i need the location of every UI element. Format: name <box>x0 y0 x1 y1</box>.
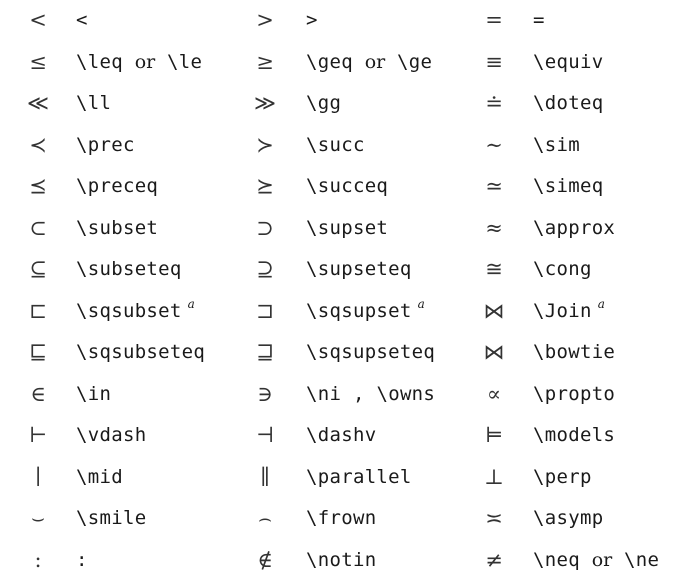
latex-command <box>76 0 88 41</box>
rendered-symbol: ⌣ <box>31 506 45 530</box>
latex-command <box>533 83 603 124</box>
rendered-symbol: ⊐ <box>256 298 274 323</box>
latex-command <box>533 457 592 498</box>
latex-command <box>306 42 432 83</box>
command-name: \sqsubseteq <box>76 341 206 363</box>
command-name: \gg <box>306 92 342 114</box>
command-alias: \owns <box>376 382 436 405</box>
command-name: \sqsupseteq <box>306 341 436 363</box>
command-name: \perp <box>533 465 592 488</box>
table-row <box>0 457 697 498</box>
latex-command <box>306 498 376 539</box>
command-name: \geq <box>306 50 353 73</box>
table-row <box>0 498 697 539</box>
latex-command <box>76 332 205 373</box>
command-name: \supset <box>306 216 389 239</box>
command-name: \sim <box>533 133 580 156</box>
command-name: \leq <box>76 50 123 73</box>
rendered-symbol: ⊇ <box>256 257 274 281</box>
latex-command <box>76 457 123 498</box>
latex-command <box>306 249 412 290</box>
command-name: \prec <box>76 133 135 156</box>
latex-command <box>306 332 435 373</box>
command-name: \smile <box>76 507 147 529</box>
table-row <box>0 249 697 290</box>
latex-command <box>76 125 135 166</box>
command-conjunction: or <box>591 548 613 571</box>
command-name: \subseteq <box>76 258 182 280</box>
command-name: \frown <box>306 507 377 529</box>
command-name: \doteq <box>533 92 604 114</box>
command-alias: \ge <box>397 50 433 73</box>
rendered-symbol: ⊥ <box>484 464 504 489</box>
rendered-symbol: ≫ <box>254 91 276 115</box>
rendered-symbol: ⊃ <box>256 215 274 240</box>
latex-command <box>306 208 388 249</box>
latex-command <box>533 0 545 41</box>
command-name: \parallel <box>306 465 412 488</box>
latex-command <box>533 332 615 373</box>
command-name: \mid <box>76 465 123 488</box>
rendered-symbol: = <box>485 8 503 32</box>
command-name: \asymp <box>533 507 604 529</box>
rendered-symbol: ⊂ <box>29 215 47 240</box>
command-conjunction: , <box>352 382 365 405</box>
rendered-symbol: : <box>34 547 42 572</box>
table-row <box>0 0 697 41</box>
rendered-symbol: ⊣ <box>255 423 275 447</box>
latex-command <box>533 125 580 166</box>
rendered-symbol: ≻ <box>256 132 274 157</box>
command-name: \cong <box>533 258 592 280</box>
rendered-symbol: ⋈ <box>483 340 505 364</box>
table-row <box>0 415 697 456</box>
latex-command <box>306 540 376 581</box>
rendered-symbol: ⊏ <box>29 298 47 323</box>
rendered-symbol: ⋈ <box>483 298 505 323</box>
table-row <box>0 374 697 415</box>
rendered-symbol: > <box>256 8 274 32</box>
rendered-symbol: ≃ <box>485 174 503 198</box>
table-row <box>0 83 697 124</box>
latex-command <box>306 457 412 498</box>
table-row <box>0 42 697 83</box>
command-name: \bowtie <box>533 341 616 363</box>
rendered-symbol: ≪ <box>27 91 49 115</box>
rendered-symbol: ∥ <box>260 464 270 489</box>
latex-command <box>76 498 146 539</box>
latex-command <box>306 291 425 332</box>
table-row <box>0 166 697 207</box>
latex-command <box>76 374 111 415</box>
command-name: \equiv <box>533 50 604 73</box>
latex-command <box>306 0 318 41</box>
command-name: : <box>76 548 88 571</box>
command-name: \ll <box>76 92 112 114</box>
rendered-symbol: ⊢ <box>28 423 48 447</box>
rendered-symbol: ≺ <box>29 132 47 157</box>
rendered-symbol: < <box>29 8 47 32</box>
command-name: \sqsupset <box>306 299 412 322</box>
rendered-symbol: ⌢ <box>258 506 272 530</box>
latex-command <box>533 498 603 539</box>
latex-command <box>533 42 603 83</box>
footnote-marker: a <box>187 296 196 311</box>
command-name: \notin <box>306 548 377 571</box>
latex-command <box>533 374 615 415</box>
latex-command <box>533 249 592 290</box>
rendered-symbol: ∉ <box>257 547 273 572</box>
latex-command <box>76 166 158 207</box>
latex-command <box>76 42 202 83</box>
rendered-symbol: ⪰ <box>256 174 274 198</box>
latex-command <box>306 374 435 415</box>
rendered-symbol: ⊨ <box>484 423 504 447</box>
command-name: \Join <box>533 299 592 322</box>
latex-command <box>533 540 659 581</box>
command-name: \supseteq <box>306 258 412 280</box>
footnote-marker: a <box>597 296 606 311</box>
command-name: \simeq <box>533 175 604 197</box>
latex-command <box>533 208 615 249</box>
rendered-symbol: ∝ <box>486 381 502 406</box>
command-conjunction: or <box>364 50 386 73</box>
latex-command <box>533 166 603 207</box>
command-name: = <box>533 9 545 31</box>
command-name: \models <box>533 424 616 446</box>
table-row <box>0 540 697 581</box>
command-alias: \le <box>167 50 203 73</box>
rendered-symbol: ≥ <box>256 49 274 74</box>
latex-command <box>306 125 365 166</box>
rendered-symbol: ⊆ <box>29 257 47 281</box>
command-name: > <box>306 9 318 31</box>
table-row <box>0 291 697 332</box>
command-name: \succ <box>306 133 365 156</box>
command-name: \sqsubset <box>76 299 182 322</box>
command-name: \succeq <box>306 175 389 197</box>
command-name: \ni <box>306 382 342 405</box>
latex-command <box>76 415 146 456</box>
command-name: \vdash <box>76 424 147 446</box>
latex-command <box>306 166 388 207</box>
rendered-symbol: ⊑ <box>29 340 47 364</box>
latex-command <box>306 415 376 456</box>
rendered-symbol: ∈ <box>30 381 46 406</box>
command-name: \neq <box>533 548 580 571</box>
command-name: \in <box>76 382 112 405</box>
latex-command <box>76 208 158 249</box>
command-name: \subset <box>76 216 159 239</box>
rendered-symbol: ≅ <box>485 257 503 281</box>
footnote-marker: a <box>417 296 426 311</box>
latex-command <box>76 83 111 124</box>
latex-command <box>533 415 615 456</box>
command-name: < <box>76 9 88 31</box>
rendered-symbol: ∋ <box>257 381 273 406</box>
latex-command <box>76 540 88 581</box>
command-name: \preceq <box>76 175 159 197</box>
rendered-symbol: ≈ <box>485 215 503 240</box>
table-row <box>0 125 697 166</box>
rendered-symbol: ∣ <box>34 464 42 489</box>
rendered-symbol: ≍ <box>485 506 503 530</box>
rendered-symbol: ≡ <box>485 49 503 74</box>
command-name: \propto <box>533 382 616 405</box>
table-row <box>0 332 697 373</box>
command-conjunction: or <box>134 50 156 73</box>
latex-command <box>76 291 195 332</box>
table-row <box>0 208 697 249</box>
latex-command <box>76 249 182 290</box>
rendered-symbol: ≐ <box>485 91 503 115</box>
latex-command <box>306 83 341 124</box>
latex-command <box>533 291 605 332</box>
command-name: \dashv <box>306 424 377 446</box>
rendered-symbol: ⊒ <box>256 340 274 364</box>
command-name: \approx <box>533 216 616 239</box>
rendered-symbol: ≠ <box>485 547 503 572</box>
rendered-symbol: ⪯ <box>29 174 47 198</box>
command-alias: \ne <box>624 548 660 571</box>
rendered-symbol: ∼ <box>485 132 503 157</box>
rendered-symbol: ≤ <box>29 49 47 74</box>
